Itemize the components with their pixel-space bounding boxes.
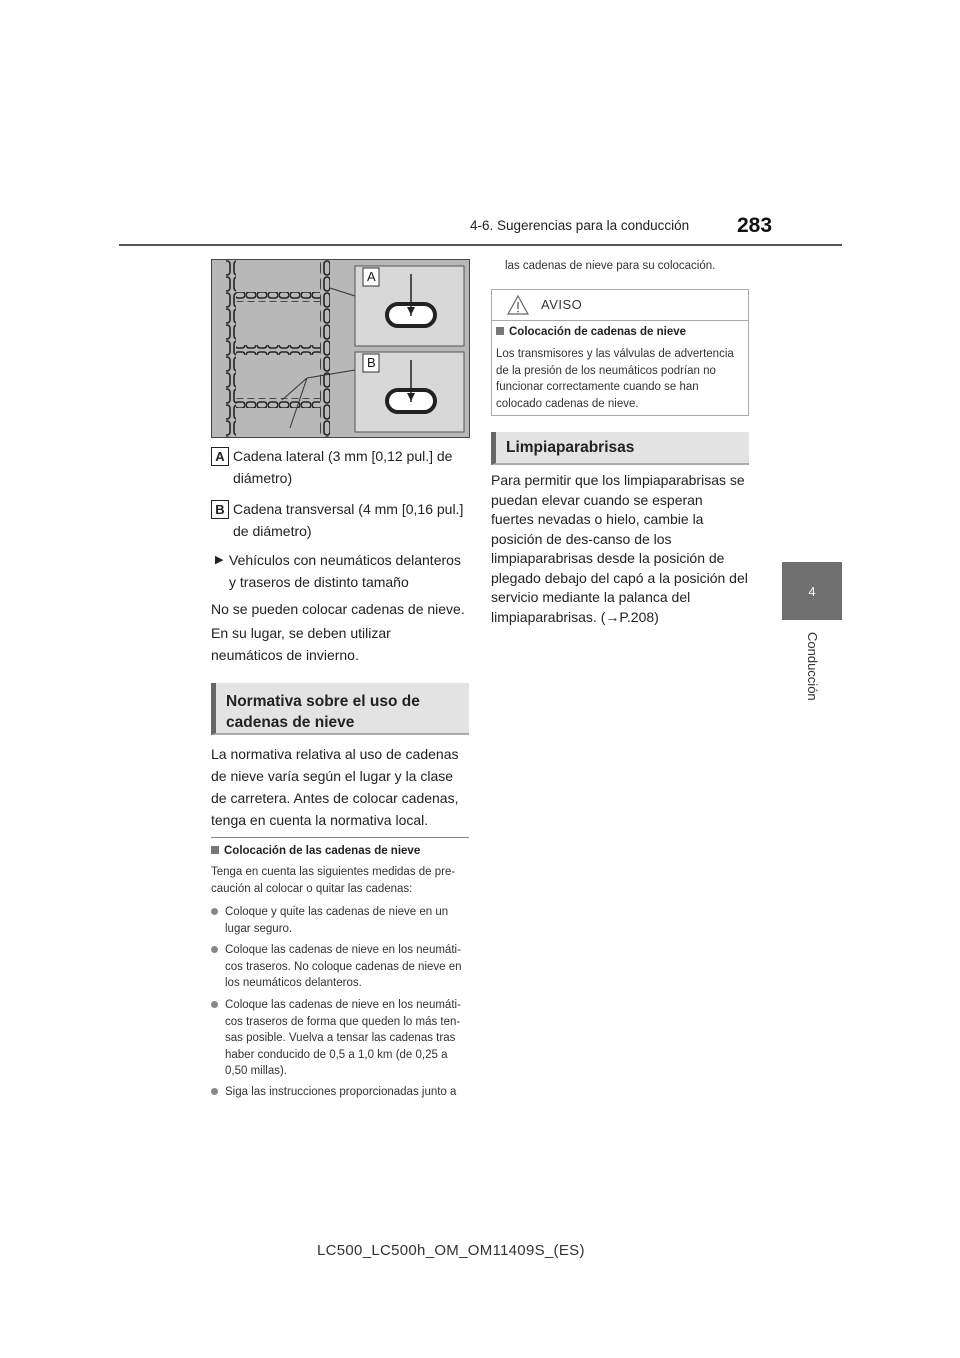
arrow-bullet-text: Vehículos con neumáticos delanteros y traseros de distinto tamaño [229,552,461,590]
note-item [211,904,469,937]
regulation-body: La normativa relativa al uso de cadenas de nieve varía según el lugar y la clase de carretera. Antes de colocar cadenas, tenga en cuenta la normativa local. [211,746,459,828]
note-item [211,1084,469,1101]
dot-bullet-icon [211,908,218,915]
callout-text-a: Cadena lateral (3 mm [0,12 pul.] de diámetro) [233,448,453,486]
dot-bullet-icon [211,946,218,953]
note-item [211,942,469,992]
warning-title: Colocación de cadenas de nieve [509,326,687,338]
wipers-body: Para permitir que los limpiaparabrisas se puedan elevar cuando se esperan fuertes nevadas o hielo, cambie la posición de des-canso de los limpiaparabrisas desde la posición de plegado debajo del capó a la posición del servicio mediante la palanca del limpiaparabrisas. (→P.208) [491,472,748,625]
callout-b [211,498,471,542]
note-item-text: Siga las instrucciones proporcionadas junto a [225,1086,457,1098]
square-bullet-icon [496,327,504,335]
callout-badge-a: A [211,447,229,466]
snow-chain-drawing [212,260,469,437]
chapter-label: Conducción [805,632,820,701]
warning-heading [496,326,746,338]
dot-bullet-icon [211,1088,218,1095]
figure-label-a: A [367,269,376,284]
arrow-bullet-item [215,549,470,593]
chapter-number: 4 [808,583,816,599]
page-number: 283 [737,214,773,237]
figure-label-b: B [367,355,376,370]
warning-body: Los transmisores y las válvulas de advertencia de la presión de los neumáticos podrían no funcionar correctamente cuando se han colocado cadenas de nieve. [496,348,734,410]
note-item-text: Coloque y quite las cadenas de nieve en un lugar seguro. [225,906,449,935]
triangle-bullet-icon: ▶ [215,554,224,566]
note-intro: Tenga en cuenta las siguientes medidas de pre-caución al colocar o quitar las cadenas: [211,866,456,895]
header-rule [119,244,842,246]
snow-chain-illustration [211,259,470,438]
callout-badge-b: B [211,500,229,519]
note-item [211,997,469,1080]
note-rule [211,837,469,838]
note-item-text: Coloque las cadenas de nieve en los neumáti-cos traseros. No coloque cadenas de nieve en los neumáticos delanteros. [225,944,462,989]
note-heading [211,845,469,857]
callout-a [211,445,471,489]
warning-header [492,290,748,321]
continuation-text: las cadenas de nieve para su colocación. [505,260,716,272]
document-code: LC500_LC500h_OM_OM11409S_(ES) [317,1242,585,1259]
section-heading-regulation: Normativa sobre el uso de cadenas de nieve [211,683,469,735]
note-title: Colocación de las cadenas de nieve [224,845,421,857]
section-heading-wipers: Limpiaparabrisas [491,432,749,465]
note-item-text: Coloque las cadenas de nieve en los neumáti-cos traseros de forma que queden lo más ten-sas posible. Vuelva a tensar las cadenas tras haber conducido de 0,5 a 1,0 km (de 0,25 a 0,50 millas). [225,999,461,1077]
warning-box [491,289,749,416]
warning-triangle-icon [506,294,530,316]
dot-bullet-icon [211,1001,218,1008]
paragraph-no-chains: No se pueden colocar cadenas de nieve. [211,601,465,617]
section-title: 4-6. Sugerencias para la conducción [470,218,690,233]
callout-text-b: Cadena transversal (4 mm [0,16 pul.] de diámetro) [233,501,464,539]
warning-label: AVISO [541,297,583,312]
square-bullet-icon [211,846,219,854]
paragraph-winter-tires: En su lugar, se deben utilizar neumáticos de invierno. [211,625,391,663]
chapter-tab [782,562,842,620]
